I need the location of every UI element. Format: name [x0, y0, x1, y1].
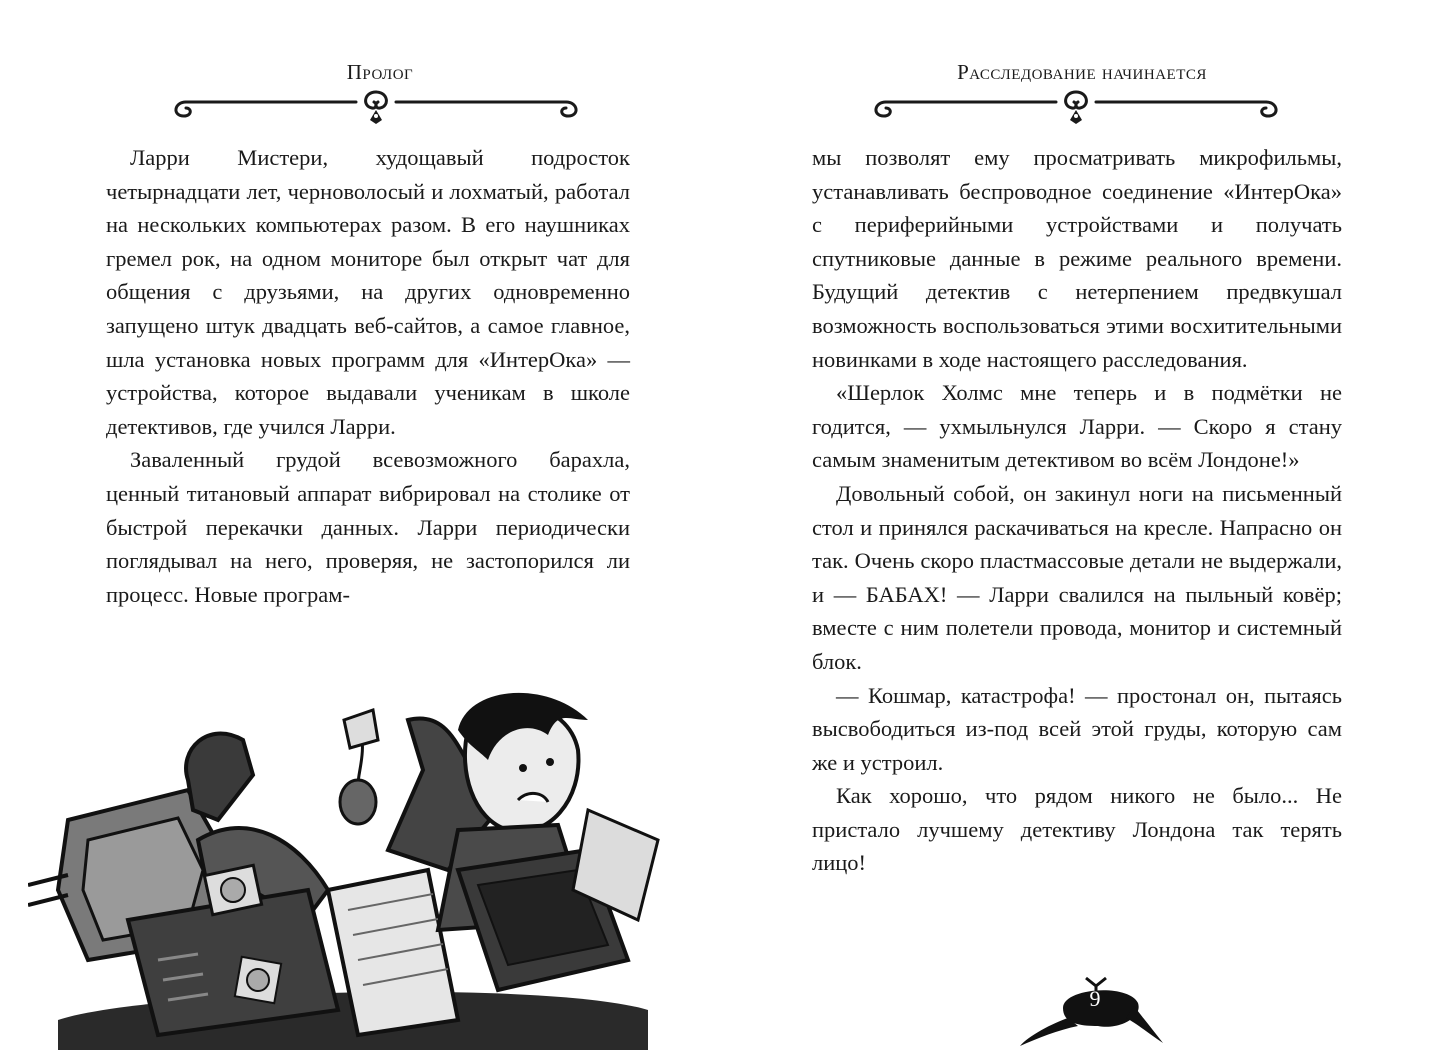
cd-cases-illustration — [235, 957, 281, 1003]
paragraph: «Шерлок Холмс мне теперь и в подмётки не годится, — ухмыльнулся Ларри. — Скоро я стану самым знаменитым детективом во всём Лондоне!» — [812, 380, 1342, 473]
left-body-text — [106, 141, 630, 611]
running-head-left: Пролог — [346, 60, 414, 84]
illustration-boy-with-computers — [28, 690, 668, 1050]
paragraph: Заваленный грудой всевозможного барахла, ценный титановый аппарат вибрировал на столике от быстрой перекачки данных. Ларри периодически поглядывал на него, проверяя, не застопорился ли процесс. Новые програм- — [106, 447, 630, 607]
paragraph: Ларри Мистери, худощавый подросток четырнадцати лет, черноволосый и лохматый, работал на нескольких компьютерах разом. В его наушниках гремел рок, на одном мониторе был открыт чат для общения с друзьями, на других одновременно запущено штук двадцать веб-сайтов, а самое главное, шла установка новых программ для «ИнтерОка» — устройства, которое выдавали ученикам в школе детективов, где учился Ларри. — [106, 145, 630, 439]
ornament-flourish-left — [166, 86, 586, 126]
right-page — [722, 0, 1445, 1058]
running-head-right: Расследование начинается — [957, 60, 1207, 84]
paragraph: мы позволят ему просматривать микрофильмы, устанавливать беспроводное соединение «ИнтерОка» с периферийными устройствами и получать спутниковые данные в режиме реального времени. Будущий детектив с нетерпением предвкушал возможность воспользоваться этими восхитительными новинками в ходе настоящего расследования. — [812, 145, 1342, 372]
paragraph: Довольный собой, он закинул ноги на письменный стол и принялся раскачиваться на кресле. Напрасно он так. Очень скоро пластмассовые детали не выдержали, и — БАБАХ! — Ларри свалился на пыльный ковёр; вместе с ним полетели провода, монитор и системный блок. — [812, 480, 1342, 674]
left-page — [0, 0, 722, 1058]
page-number: 9 — [1089, 986, 1101, 1011]
ornament-flourish-right — [866, 86, 1286, 126]
right-body-text — [812, 141, 1342, 880]
page-number-badge — [1018, 968, 1168, 1048]
paragraph: Как хорошо, что рядом никого не было... Не пристало лучшему детективу Лондона так терять лицо! — [812, 783, 1342, 876]
paragraph: — Кошмар, катастрофа! — простонал он, пытаясь высвободиться из-под всей этой груды, которую сам же и устроил. — [812, 682, 1342, 775]
mouse-illustration — [340, 710, 378, 824]
